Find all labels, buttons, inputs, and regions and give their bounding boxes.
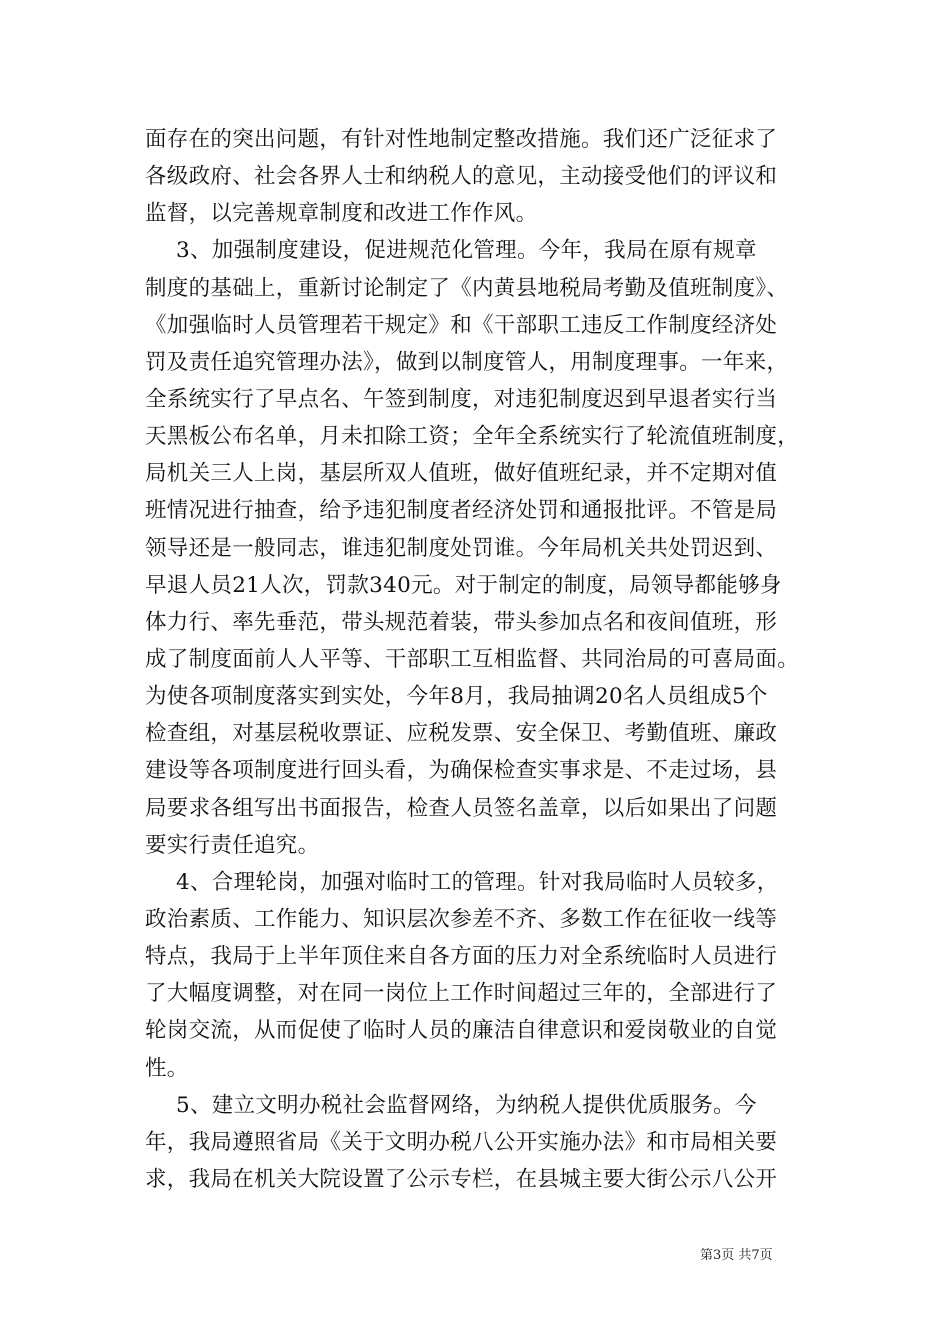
text-line: 年，我局遵照省局《关于文明办税八公开实施办法》和市局相关要	[145, 1129, 778, 1155]
text-line: 了大幅度调整，对在同一岗位上工作时间超过三年的，全部进行了	[145, 981, 778, 1007]
text-line: 班情况进行抽查，给予违犯制度者经济处罚和通报批评。不管是局	[145, 498, 778, 524]
text-line: 轮岗交流，从而促使了临时人员的廉洁自律意识和爱岗敬业的自觉	[145, 1018, 778, 1044]
text-line: 罚及责任追究管理办法》，做到以制度管人，用制度理事。一年来，	[145, 349, 789, 375]
text-line: 各级政府、社会各界人士和纳税人的意见，主动接受他们的评议和	[145, 164, 778, 190]
text-line: 局要求各组写出书面报告，检查人员签名盖章，以后如果出了问题	[145, 795, 778, 821]
text-line: 特点，我局于上半年顶住来自各方面的压力对全系统临时人员进行	[145, 944, 778, 970]
text-line: 局机关三人上岗，基层所双人值班，做好值班纪录，并不定期对值	[145, 461, 778, 487]
text-line: 求，我局在机关大院设置了公示专栏，在县城主要大街公示八公开	[145, 1166, 778, 1192]
text-line: 检查组，对基层税收票证、应税发票、安全保卫、考勤值班、廉政	[145, 721, 778, 747]
text-line: 全系统实行了早点名、午签到制度，对违犯制度迟到早退者实行当	[145, 386, 778, 412]
text-line: 性。	[145, 1055, 189, 1081]
text-line: 政治素质、工作能力、知识层次参差不齐、多数工作在征收一线等	[145, 906, 778, 932]
text-line: 5、建立文明办税社会监督网络，为纳税人提供优质服务。今	[176, 1092, 757, 1118]
paragraph	[145, 232, 815, 863]
text-line: 领导还是一般同志，谁违犯制度处罚谁。今年局机关共处罚迟到、	[145, 535, 778, 561]
text-line: 成了制度面前人人平等、干部职工互相监督、共同治局的可喜局面。	[145, 646, 800, 672]
text-line: 建设等各项制度进行回头看，为确保检查实事求是、不走过场，县	[145, 758, 778, 784]
text-line: 监督，以完善规章制度和改进工作作风。	[145, 201, 538, 227]
text-line: 早退人员21人次，罚款340元。对于制定的制度，局领导都能够身	[145, 572, 782, 598]
text-line: 体力行、率先垂范，带头规范着装，带头参加点名和夜间值班，形	[145, 609, 778, 635]
text-line: 要实行责任追究。	[145, 832, 320, 858]
text-line: 《加强临时人员管理若干规定》和《干部职工违反工作制度经济处	[145, 312, 778, 338]
text-line: 制度的基础上，重新讨论制定了《内黄县地税局考勤及值班制度》、	[145, 275, 789, 301]
document-body	[145, 121, 815, 1198]
text-line: 为使各项制度落实到实处，今年8月，我局抽调20名人员组成5个	[145, 684, 768, 710]
paragraph	[145, 1087, 815, 1198]
text-line: 面存在的突出问题，有针对性地制定整改措施。我们还广泛征求了	[145, 127, 778, 152]
text-line: 4、合理轮岗，加强对临时工的管理。针对我局临时人员较多，	[176, 869, 779, 895]
text-line: 天黑板公布名单，月未扣除工资；全年全系统实行了轮流值班制度，	[145, 424, 800, 450]
paragraph	[145, 864, 815, 1087]
page-number: 第3页 共7页	[700, 1248, 773, 1263]
text-line: 3、加强制度建设，促进规范化管理。今年，我局在原有规章	[176, 238, 757, 264]
paragraph	[145, 121, 815, 232]
